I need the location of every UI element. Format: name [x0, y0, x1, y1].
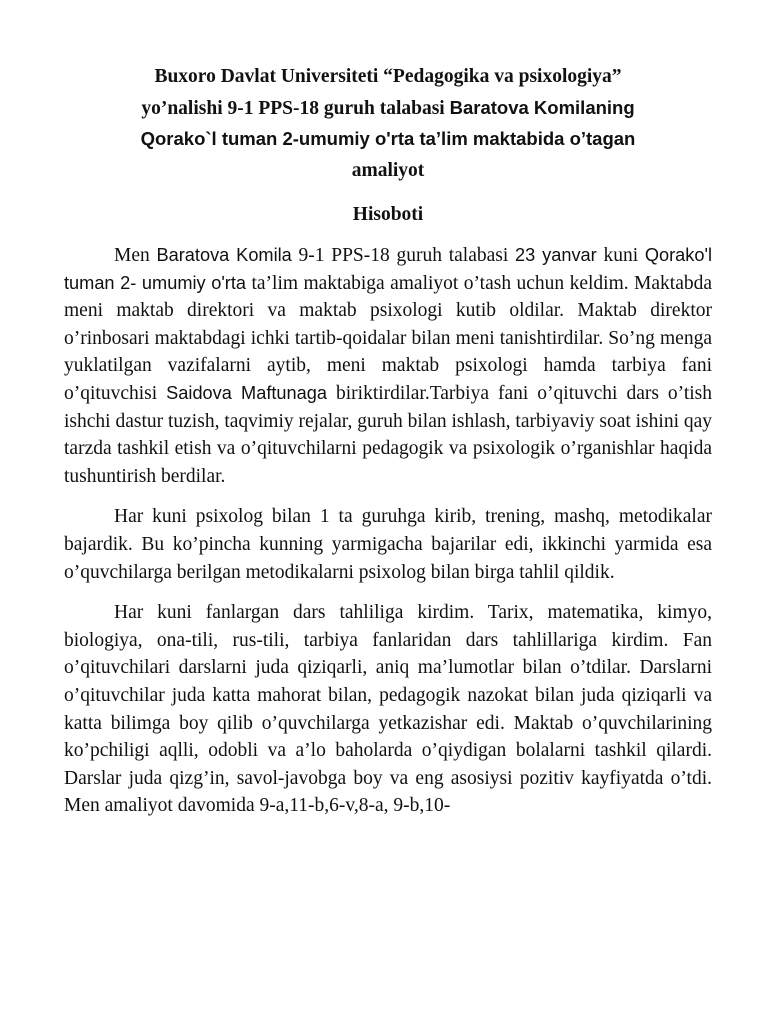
p1-seg-4: 23 yanvar: [515, 245, 597, 265]
title-line-2a: yo’nalishi 9-1 PPS-18 guruh talabasi: [141, 97, 450, 119]
p1-seg-7: ta’lim maktabiga amaliyot o’tash uchun keldim. Maktabda meni maktab direktori va maktab psixologi kutib oldilar. Maktab direktor o’rinbosari maktabdagi ichki tartib-qoidalar bilan meni tanishtirdilar. So’ng menga yuklatilgan vazifalarni aytib, meni maktab psixologi hamda tarbiya fani o’qituvchisi: [64, 272, 713, 404]
title-line-3b: maktabida o’tagan: [467, 128, 636, 149]
title-line-2b: Baratova Komilaning: [449, 96, 635, 118]
paragraph-2: Har kuni psixolog bilan 1 ta guruhga kirib, trening, mashq, metodikalar bajardik. Bu ko’pincha kunning yarmigacha bajarilar edi, ikkinchi yarmida esa o’quvchilarga berilgan metodikalarni psixolog bilan birga tahlil qildik.: [64, 506, 712, 583]
p1-seg-5: kuni: [596, 245, 645, 266]
title-line-1: Buxoro Davlat Universiteti “Pedagogika va psixologiya”: [154, 66, 622, 87]
p1-seg-8: Saidova Maftunaga: [166, 382, 328, 403]
p1-seg-3: 9-1 PPS-18 guruh talabasi: [291, 245, 515, 266]
p1-seg-1: Men: [114, 245, 157, 266]
p1-seg-2: Baratova Komila: [156, 245, 292, 265]
title-line-3a: Qorako`l tuman 2-umumiy o'rta ta’lim: [140, 128, 468, 149]
p1-seg-6: Qorako'l tuman 2- umumiy o'rta: [64, 245, 713, 293]
document-title: [72, 62, 704, 186]
document-subtitle: Hisoboti: [352, 204, 424, 225]
paragraph-3: Har kuni fanlargan dars tahliliga kirdim. Tarix, matematika, kimyo, biologiya, ona-tili, rus-tili, tarbiya fanlaridan dars tahlillariga kirdim. Fan o’qituvchilari darslarni juda qiziqarli, aniq ma’lumotlar bilan o’tdilar. Darslarni o’qituvchilar juda katta mahorat bilan, pedagogik nazokat bilan juda qiziqarli va katta bilimga boy qilib o’quvchilarga yetkazishar edi. Maktab o’quvchilarining ko’pchiligi aqlli, odobli va a’lo baholarda o’qiydigan bolalarni tashkil qilardi. Darslar juda qizg’in, savol-javobga boy va eng asosiysi pozitiv kayfiyatda o’tdi. Men amaliyot davomida 9-a,11-b,6-v,8-a, 9-b,10-: [64, 602, 712, 817]
title-line-4: amaliyot: [351, 159, 425, 181]
paragraph-1: [64, 242, 712, 490]
p1-seg-9: biriktirdilar.Tarbiya fani o’qituvchi dars o’tish ishchi dastur tuzish, taqvimiy rejalar, guruh bilan ishlash, tarbiyaviy soat ishini qay tarzda tashkil etish va o’qituvchilarni pedagogik va psixologik o’rganishlar haqida tushuntirish berdilar.: [64, 382, 713, 487]
